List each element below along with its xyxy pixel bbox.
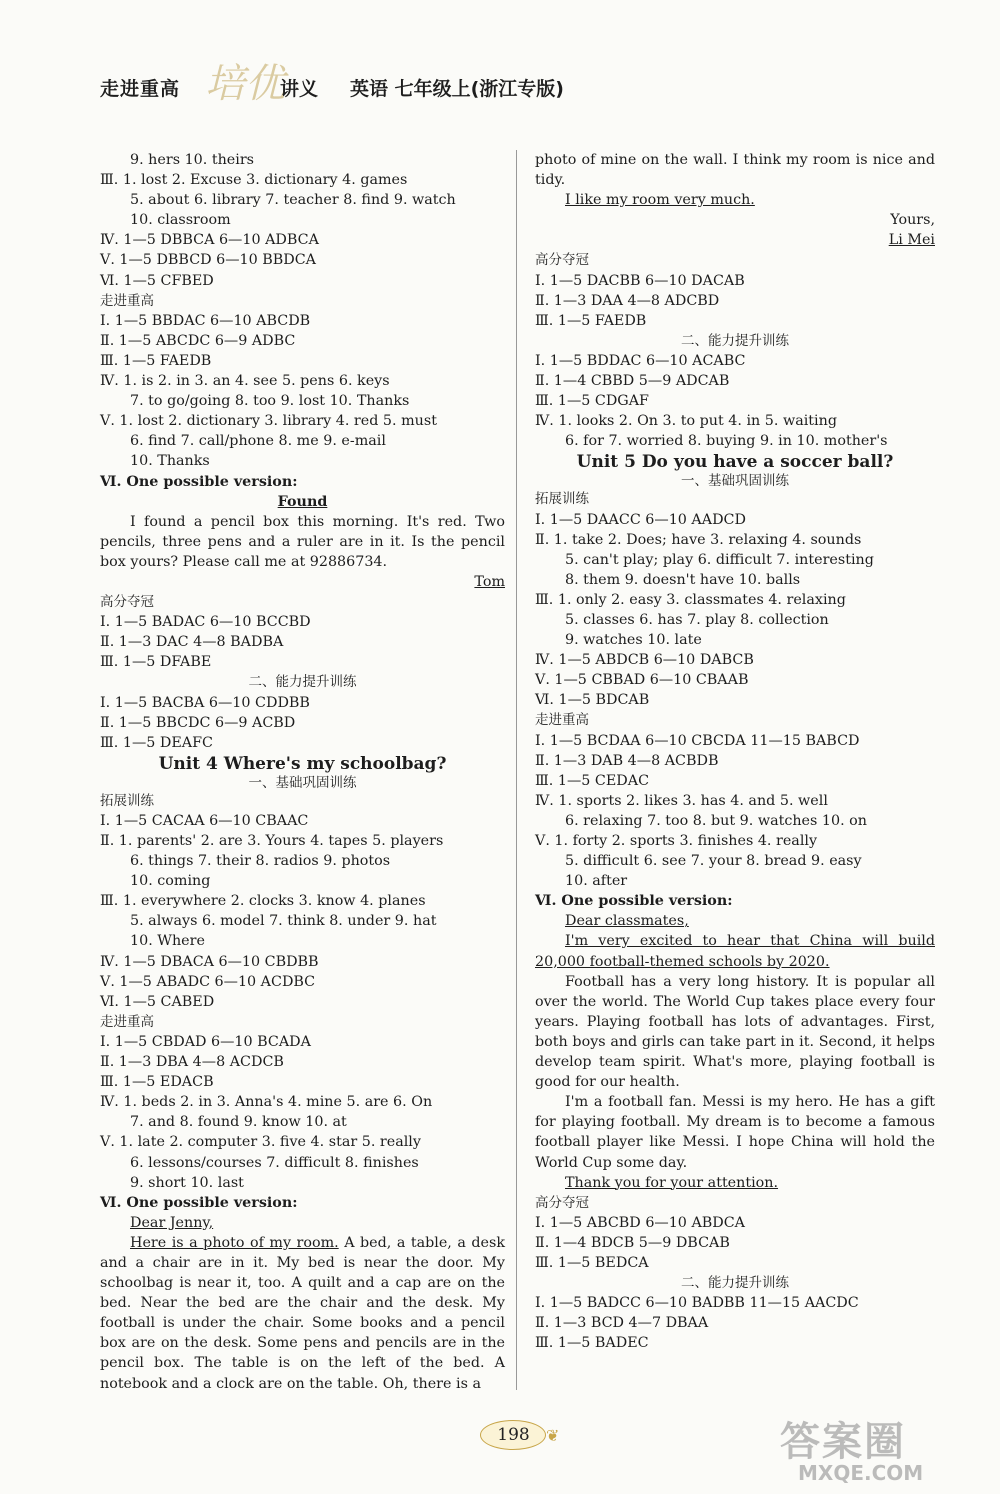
letter-closing-sentence: Thank you for your attention. <box>565 1174 779 1191</box>
answer-line: Ⅰ. 1—5 BCDAA 6—10 CBCDA 11—15 BABCD <box>535 732 860 749</box>
section-heading: 走进重高 <box>100 1013 154 1030</box>
answer-line: Ⅵ. One possible version: <box>535 893 733 910</box>
essay-title: Found <box>277 493 328 510</box>
answer-line: 6. things 7. their 8. radios 9. photos <box>130 853 391 870</box>
letter-opening-sentence: I'm very excited to hear that China will build 20,000 football-themed schools by 2020. <box>535 933 935 970</box>
answer-line: Ⅴ. 1. late 2. computer 3. five 4. star 5. really <box>100 1134 421 1151</box>
answer-line: Ⅲ. 1—5 DEAFC <box>100 734 213 751</box>
answer-line: Ⅰ. 1—5 BACBA 6—10 CDDBB <box>100 694 310 711</box>
answer-line: Ⅰ. 1—5 CACAA 6—10 CBAAC <box>100 812 309 829</box>
answer-line: Ⅲ. 1—5 DFABE <box>100 654 212 671</box>
answer-line: Ⅵ. 1—5 CABED <box>100 993 215 1010</box>
answer-line: 6. relaxing 7. too 8. but 9. watches 10. on <box>565 812 867 829</box>
answer-line: 10. coming <box>130 873 211 890</box>
answer-line: Ⅳ. 1—5 DBACA 6—10 CBDBB <box>100 953 319 970</box>
answer-line: Ⅱ. 1—3 BCD 4—7 DBAA <box>535 1315 709 1332</box>
answer-line: 7. to go/going 8. too 9. lost 10. Thanks <box>130 393 410 410</box>
answer-line: Ⅵ. 1—5 CFBED <box>100 272 214 289</box>
letter-paragraph: I'm a football fan. Messi is my hero. He has a gift for playing football. My dream is to become a famous football player like Messi. I hope China will hold the World Cup some day. <box>535 1094 935 1171</box>
watermark <box>780 1410 980 1490</box>
letter-paragraph: photo of mine on the wall. I think my room is nice and tidy. <box>535 152 935 189</box>
section-heading: 走进重高 <box>100 292 154 309</box>
unit-title: Unit 5 Do you have a soccer ball? <box>576 452 894 473</box>
answer-line: Ⅰ. 1—5 ABCBD 6—10 ABDCA <box>535 1214 746 1231</box>
left-column <box>100 150 505 1394</box>
answer-line: Ⅱ. 1—3 DAB 4—8 ACBDB <box>535 752 719 769</box>
answer-line: Ⅲ. 1—5 FAEDB <box>100 352 212 369</box>
answer-line: Ⅳ. 1. looks 2. On 3. to put 4. in 5. waiting <box>535 413 837 430</box>
answer-line: Ⅱ. 1. take 2. Does; have 3. relaxing 4. sounds <box>535 531 862 548</box>
answer-line: Ⅳ. 1. is 2. in 3. an 4. see 5. pens 6. keys <box>100 373 390 390</box>
answer-line: 5. difficult 6. see 7. your 8. bread 9. easy <box>565 853 862 870</box>
book-series-title: 走进重高 <box>100 78 181 100</box>
answer-line: Ⅲ. 1—5 CEDAC <box>535 772 650 789</box>
answer-line: 10. Thanks <box>130 453 210 470</box>
answer-line: Ⅵ. One possible version: <box>100 1194 298 1211</box>
answer-line: Ⅴ. 1—5 DBBCD 6—10 BBDCA <box>100 252 317 269</box>
watermark-logo-text: 答案圈 <box>780 1419 906 1465</box>
answer-line: Ⅳ. 1. beds 2. in 3. Anna's 4. mine 5. are 6. On <box>100 1094 433 1111</box>
answer-line: Ⅱ. 1. parents' 2. are 3. Yours 4. tapes 5. players <box>100 833 444 849</box>
section-heading: 高分夺冠 <box>100 594 154 611</box>
answer-line: 5. about 6. library 7. teacher 8. find 9. watch <box>130 192 456 209</box>
watermark-url: MXQE.COM <box>798 1461 924 1485</box>
letter-greeting: Dear Jenny, <box>130 1214 214 1231</box>
answer-line: Ⅱ. 1—5 ABCDC 6—9 ADBC <box>100 332 296 349</box>
answer-line: Ⅱ. 1—3 DBA 4—8 ACDCB <box>100 1054 284 1071</box>
series-decoration: 培优 <box>205 61 285 107</box>
answer-line: 10. classroom <box>130 212 231 229</box>
answer-line: Ⅲ. 1. lost 2. Excuse 3. dictionary 4. games <box>100 172 408 189</box>
answer-line: 6. find 7. call/phone 8. me 9. e-mail <box>130 433 386 450</box>
subsection-heading: 二、能力提升训练 <box>681 332 789 349</box>
answer-line: 6. for 7. worried 8. buying 9. in 10. mother's <box>565 433 888 450</box>
letter-signature: Li Mei <box>888 232 935 249</box>
leaf-icon: ❦ <box>546 1426 560 1445</box>
book-type: 讲义 <box>280 78 319 100</box>
answer-line: 9. watches 10. late <box>565 632 702 649</box>
answer-line: Ⅱ. 1—5 BBCDC 6—9 ACBD <box>100 714 296 731</box>
page-number-badge <box>480 1420 560 1450</box>
answer-line: Ⅰ. 1—5 DAACC 6—10 AADCD <box>535 511 746 528</box>
answer-line: Ⅱ. 1—3 DAC 4—8 BADBA <box>100 634 284 651</box>
essay-paragraph: I found a pencil box this morning. It's red. Two pencils, three pens and a ruler are in it. Is the pencil box yours? Please call me at 92886734. <box>100 513 505 570</box>
answer-line: 5. classes 6. has 7. play 8. collection <box>565 611 829 628</box>
letter-paragraph <box>100 1233 505 1394</box>
book-subject: 英语 七年级上(浙江专版) <box>350 78 564 100</box>
answer-line: 10. Where <box>130 933 205 950</box>
answer-line: Ⅴ. 1. lost 2. dictionary 3. library 4. red 5. must <box>100 413 437 430</box>
subsection-heading: 一、基础巩固训练 <box>248 774 357 791</box>
answer-line: Ⅳ. 1—5 ABDCB 6—10 DABCB <box>535 652 754 669</box>
section-heading: 拓展训练 <box>100 792 154 809</box>
right-column <box>535 150 935 1353</box>
answer-line: Ⅳ. 1. sports 2. likes 3. has 4. and 5. well <box>535 792 828 809</box>
answer-line: Ⅲ. 1. only 2. easy 3. classmates 4. relaxing <box>535 591 846 608</box>
letter-greeting: Dear classmates, <box>565 913 689 930</box>
answer-line: Ⅲ. 1—5 EDACB <box>100 1074 214 1091</box>
subsection-heading: 二、能力提升训练 <box>248 674 357 691</box>
section-heading: 高分夺冠 <box>535 1194 589 1211</box>
answer-line: Ⅰ. 1—5 BADAC 6—10 BCCBD <box>100 614 311 631</box>
answer-line: Ⅱ. 1—4 BDCB 5—9 DBCAB <box>535 1234 730 1251</box>
answer-line: 8. them 9. doesn't have 10. balls <box>565 571 801 588</box>
answer-line: Ⅱ. 1—4 CBBD 5—9 ADCAB <box>535 373 730 390</box>
answer-line: Ⅳ. 1—5 DBBCA 6—10 ADBCA <box>100 232 319 249</box>
answer-line: Ⅰ. 1—5 CBDAD 6—10 BCADA <box>100 1033 311 1050</box>
answer-line: Ⅴ. 1—5 ABADC 6—10 ACDBC <box>100 973 316 990</box>
essay-signature: Tom <box>474 573 505 590</box>
answer-line: Ⅴ. 1—5 CBBAD 6—10 CBAAB <box>535 672 749 689</box>
answer-line: 9. hers 10. theirs <box>130 152 255 168</box>
answer-line: Ⅰ. 1—5 BBDAC 6—10 ABCDB <box>100 312 311 329</box>
answer-line: Ⅵ. 1—5 BDCAB <box>535 692 650 709</box>
answer-line: Ⅲ. 1—5 FAEDB <box>535 312 647 329</box>
subsection-heading: 二、能力提升训练 <box>681 1275 789 1292</box>
section-heading: 高分夺冠 <box>535 252 589 269</box>
unit-title: Unit 4 Where's my schoolbag? <box>158 753 447 774</box>
answer-line: 6. lessons/courses 7. difficult 8. finishes <box>130 1154 419 1171</box>
subsection-heading: 一、基础巩固训练 <box>681 473 789 490</box>
answer-line: 7. and 8. found 9. know 10. at <box>130 1114 347 1131</box>
letter-opening-sentence: Here is a photo of my room. <box>130 1234 339 1251</box>
letter-closing-sentence: I like my room very much. <box>565 192 755 209</box>
section-heading: 走进重高 <box>535 712 589 729</box>
answer-line: 10. after <box>565 873 628 890</box>
answer-line: Ⅲ. 1—5 BEDCA <box>535 1254 649 1271</box>
answer-line: Ⅱ. 1—3 DAA 4—8 ADCBD <box>535 292 720 309</box>
section-heading: 拓展训练 <box>535 491 589 508</box>
column-divider <box>516 150 517 1390</box>
answer-line: Ⅰ. 1—5 BDDAC 6—10 ACABC <box>535 352 746 369</box>
answer-line: 5. always 6. model 7. think 8. under 9. hat <box>130 913 437 930</box>
letter-closing: Yours, <box>890 212 935 229</box>
answer-line: Ⅴ. 1. forty 2. sports 3. finishes 4. really <box>535 833 818 849</box>
letter-body: A bed, a table, a desk and a chair are in it. My bed is near the door. My schoolbag is near it, too. A quilt and a cap are on the bed. Near the bed are the chair and the desk. My football is under the chair. Some books and a pencil box are on the desk. Some pens and pencils are in the pencil box. The table is on the left of the bed. A notebook and a clock are on the table. Oh, there is a <box>100 1234 505 1392</box>
page-number: 198 <box>497 1425 530 1445</box>
answer-line: Ⅲ. 1—5 BADEC <box>535 1335 649 1352</box>
answer-line: 5. can't play; play 6. difficult 7. interesting <box>565 551 874 568</box>
answer-line: Ⅰ. 1—5 BADCC 6—10 BADBB 11—15 AACDC <box>535 1295 859 1312</box>
answer-line: Ⅰ. 1—5 DACBB 6—10 DACAB <box>535 272 745 289</box>
answer-line: Ⅲ. 1—5 CDGAF <box>535 393 649 410</box>
answer-line: Ⅵ. One possible version: <box>100 473 298 490</box>
answer-line: 9. short 10. last <box>130 1174 244 1191</box>
answer-line: Ⅲ. 1. everywhere 2. clocks 3. know 4. planes <box>100 893 426 910</box>
letter-paragraph: Football has a very long history. It is popular all over the world. The World Cup takes place every four years. Playing football has lots of advantages. First, both boys and girls can take part in it. Second, it helps develop team spirit. What's more, playing football is good for our health. <box>535 973 935 1091</box>
page-header <box>100 61 600 110</box>
